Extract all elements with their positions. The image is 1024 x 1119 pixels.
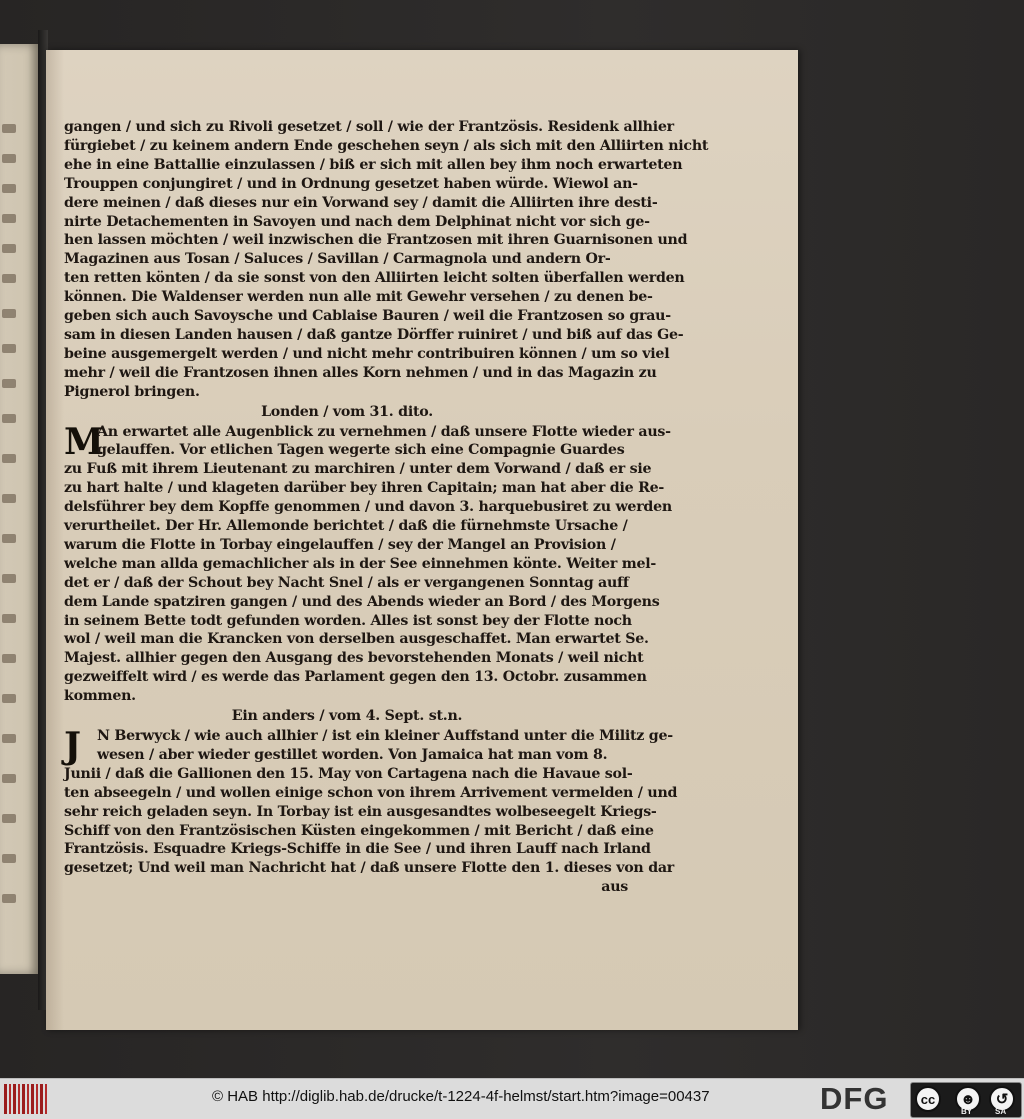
license-sa-label: SA (995, 1107, 1007, 1116)
text-line: gezweiffelt wird / es werde das Parlament gegen den 13. Octobr. zusammen (64, 669, 647, 686)
text-line: An erwartet alle Augenblick zu vernehmen / daß unsere Flotte wieder aus- (97, 423, 671, 440)
text-line: wesen / aber wieder gestillet worden. Von Jamaica hat man vom 8. (97, 746, 608, 763)
text-line: mehr / weil die Frantzosen ihnen alles Korn nehmen / und in das Magazin zu (64, 364, 657, 381)
heading-ein-anders: Ein anders / vom 4. Sept. st.n. (231, 708, 463, 725)
text-line: gangen / und sich zu Rivoli gesetzet / soll / wie der Frantzösis. Residenk allhier (64, 119, 674, 135)
text-line: hen lassen möchten / weil inzwischen die Frantzosen mit ihren Guarnisonen und (64, 232, 688, 249)
text-line: gesetzet; Und weil man Nachricht hat / daß unsere Flotte den 1. dieses von dar (64, 860, 675, 877)
text-line: gelauffen. Vor etlichen Tagen wegerte sich eine Compagnie Guardes (97, 442, 625, 459)
text-line: Majest. allhier gegen den Ausgang des bevorstehenden Monats / weil nicht (64, 650, 644, 667)
text-line: Frantzösis. Esquadre Kriegs-Schiffe in die See / und ihren Lauff nach Irland (64, 841, 651, 858)
text-line: dere meinen / daß dieses nur ein Vorwand sey / damit die Alliirten ihre desti- (64, 194, 658, 211)
cc-license-badge[interactable] (910, 1082, 1022, 1118)
text-line: fürgiebet / zu keinem andern Ende geschehen seyn / als sich mit den Alliirten nicht (64, 137, 709, 154)
previous-page-edge (0, 44, 40, 974)
text-line: warum die Flotte in Torbay eingelauffen / sey der Mangel an Provision / (64, 536, 616, 553)
drop-cap-initial: M (64, 420, 104, 463)
paragraph-londen (64, 420, 672, 707)
dfg-logo[interactable]: DFG (820, 1081, 889, 1116)
drop-cap-initial: J (64, 725, 81, 767)
text-line: verurtheilet. Der Hr. Allemonde berichtet / daß die fürnehmste Ursache / (64, 518, 628, 535)
text-line: in seinem Bette todt gefunden worden. Alles ist sonst bey der Flotte noch (64, 612, 632, 629)
text-line: können. Die Waldenser werden nun alle mit Gewehr versehen / zu denen be- (64, 289, 653, 306)
text-line: zu hart halte / und klageten darüber bey ihren Capitain; man hat aber die Re- (64, 480, 665, 497)
text-line: ten retten könten / da sie sonst von den Alliirten leicht solten überfallen werden (64, 270, 685, 287)
cc-icon: cc (915, 1086, 941, 1112)
text-line: beine ausgemergelt werden / und nicht mehr contribuiren können / um so viel (64, 345, 670, 362)
text-line: ehe in eine Battallie einzulassen / biß er sich mit allen bey ihm noch erwarteten (64, 156, 683, 173)
text-line: Junii / daß die Gallionen den 15. May von Cartagena nach die Havaue sol- (64, 765, 633, 782)
text-line: delsführer bey dem Kopffe genommen / und davon 3. harquebusiret zu werden (64, 499, 672, 516)
text-line: dem Lande spatziren gangen / und des Abends wieder an Bord / des Morgens (64, 593, 660, 610)
text-line: ten abseegeln / und wollen einige schon von ihrem Arrivement vermelden / und (64, 784, 678, 801)
heading-londen: Londen / vom 31. dito. (261, 403, 433, 420)
text-line: Schiff von den Frantzösischen Küsten eingekommen / mit Bericht / daß eine (64, 822, 654, 839)
text-line: geben sich auch Savoysche und Cablaise Bauren / weil die Frantzosen so grau- (64, 308, 671, 325)
hab-logo-icon (4, 1084, 48, 1114)
text-line: Trouppen conjungiret / und in Ordnung gesetzet haben würde. Wiewol an- (64, 175, 638, 192)
text-line: wol / weil man die Krancken von derselben ausgeschaffet. Man erwartet Se. (64, 631, 649, 648)
page-text (64, 118, 709, 897)
copyright-link[interactable]: © HAB http://diglib.hab.de/drucke/t-1224-4f-helmst/start.htm?image=00437 (212, 1088, 710, 1105)
by-person-icon: ☻ (955, 1086, 981, 1112)
scanned-page (46, 50, 798, 1030)
license-by-label: BY (961, 1107, 973, 1116)
text-line: nirte Detachementen in Savoyen und nach dem Delphinat nicht vor sich ge- (64, 213, 650, 230)
text-line: kommen. (64, 688, 136, 705)
footer-bar (0, 1078, 1024, 1119)
text-line: N Berwyck / wie auch allhier / ist ein kleiner Auffstand unter die Militz ge- (97, 728, 673, 744)
text-line: zu Fuß mit ihrem Lieutenant zu marchiren / unter dem Vorwand / daß er sie (64, 461, 652, 478)
text-line: welche man allda gemachlicher als in der See einnehmen könte. Weiter mel- (64, 555, 657, 572)
paragraph-berwyck (64, 725, 678, 878)
text-line: sehr reich geladen seyn. In Torbay ist ein ausgesandtes wolbeseegelt Kriegs- (64, 803, 657, 820)
catchword: aus (601, 879, 628, 896)
text-line: det er / daß der Schout bey Nacht Snel / als er vergangenen Sonntag auff (64, 574, 629, 591)
text-line: sam in diesen Landen hausen / daß gantze Dörffer ruiniret / und biß auf das Ge- (64, 326, 684, 343)
text-line: Pignerol bringen. (64, 383, 200, 400)
share-alike-icon: ↺ (989, 1086, 1015, 1112)
paragraph-rivoli (64, 118, 709, 402)
text-line: Magazinen aus Tosan / Saluces / Savillan / Carmagnola und andern Or- (64, 251, 611, 268)
